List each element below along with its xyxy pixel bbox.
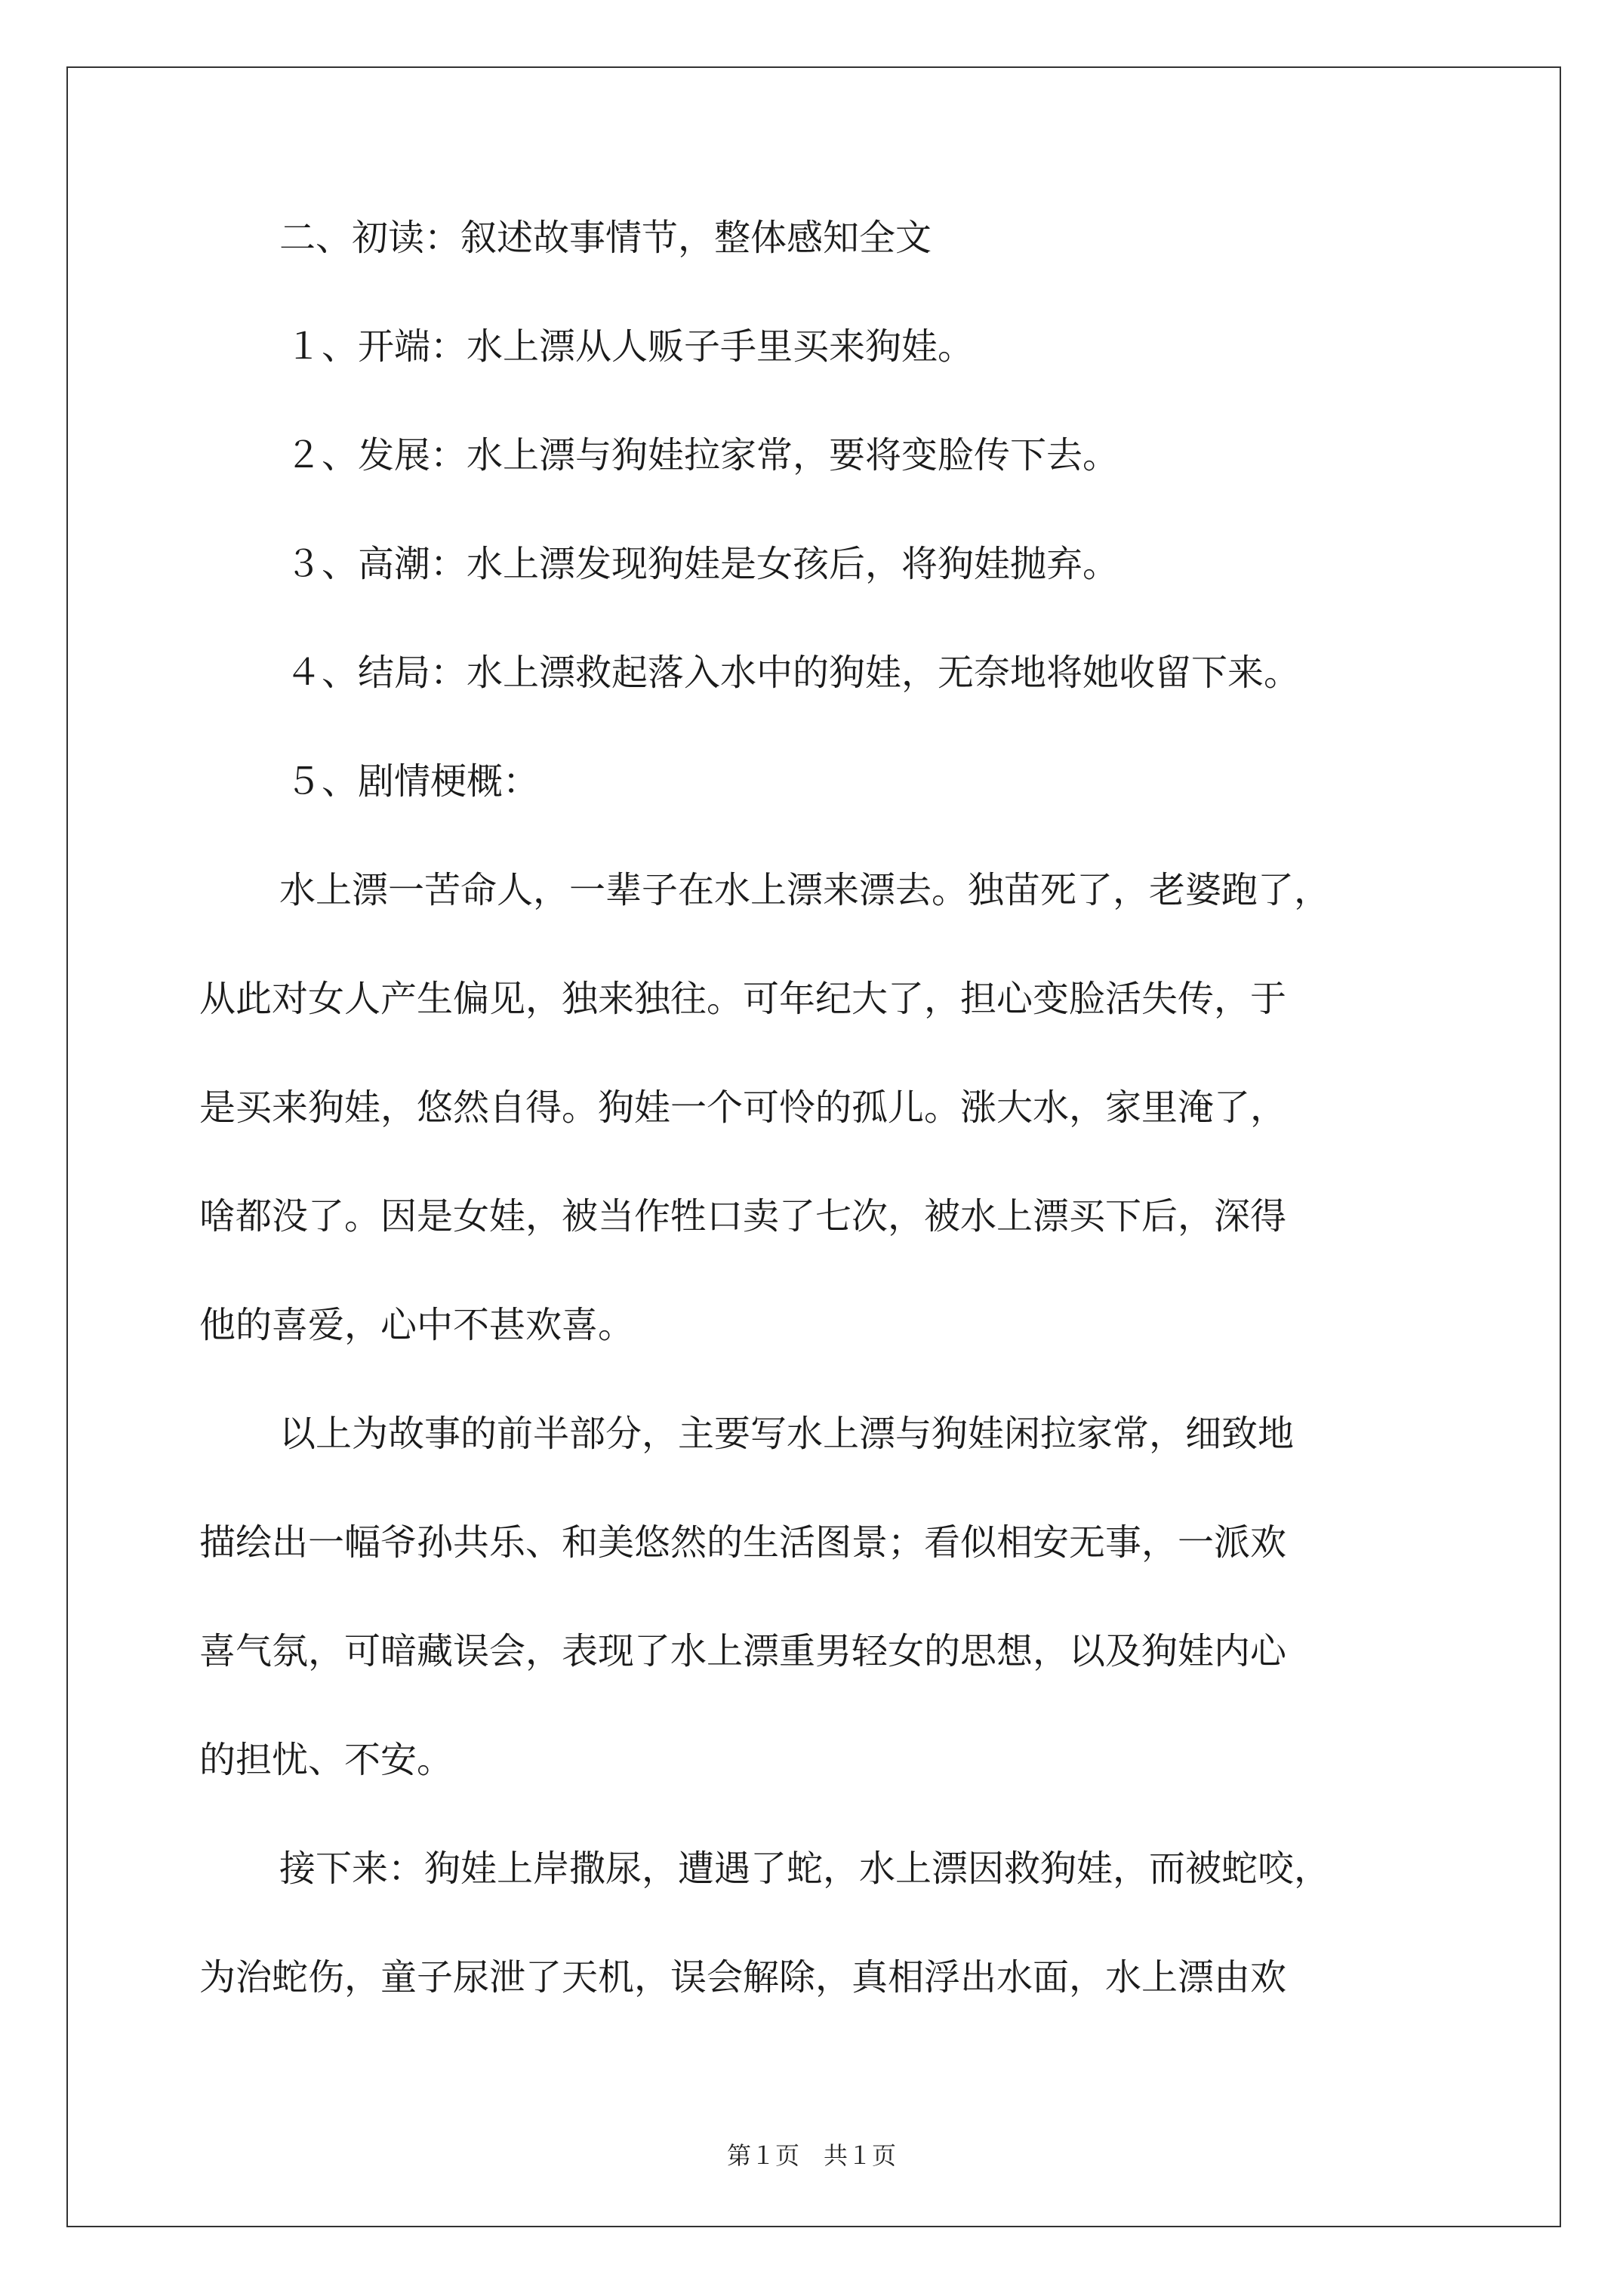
paragraph-1-line-1: 水上漂一苦命人，一辈子在水上漂来漂去。独苗死了，老婆跑了， <box>279 869 1331 911</box>
paragraph-3-line-1: 接下来：狗娃上岸撒尿，遭遇了蛇，水上漂因救狗娃，而被蛇咬， <box>279 1848 1331 1890</box>
paragraph-1-line-4: 啥都没了。因是女娃，被当作牲口卖了七次，被水上漂买下后，深得 <box>199 1195 1287 1237</box>
outline-item-1: １、开端：水上漂从人贩子手里买来狗娃。 <box>285 325 975 368</box>
section-heading: 二、初读：叙述故事情节，整体感知全文 <box>279 217 932 259</box>
paragraph-1-line-2: 从此对女人产生偏见，独来独往。可年纪大了，担心变脸活失传，于 <box>199 978 1287 1020</box>
page-number-footer: 第１页 共１页 <box>726 2141 896 2170</box>
outline-item-3: ３、高潮：水上漂发现狗娃是女孩后，将狗娃抛弃。 <box>285 543 1119 585</box>
paragraph-3-line-2: 为治蛇伤，童子尿泄了天机，误会解除，真相浮出水面，水上漂由欢 <box>199 1956 1287 1999</box>
paragraph-2-line-3: 喜气氛，可暗藏误会，表现了水上漂重男轻女的思想，以及狗娃内心 <box>199 1630 1287 1672</box>
paragraph-2-line-2: 描绘出一幅爷孙共乐、和美悠然的生活图景；看似相安无事，一派欢 <box>199 1521 1287 1564</box>
paragraph-1-line-3: 是买来狗娃，悠然自得。狗娃一个可怜的孤儿。涨大水，家里淹了， <box>199 1086 1287 1129</box>
page-border <box>66 66 1561 2227</box>
paragraph-1-line-5: 他的喜爱，心中不甚欢喜。 <box>199 1304 635 1346</box>
outline-item-4: ４、结局：水上漂救起落入水中的狗娃，无奈地将她收留下来。 <box>285 652 1301 694</box>
outline-item-5: ５、剧情梗概： <box>285 760 540 803</box>
paragraph-2-line-4: 的担忧、不安。 <box>199 1739 454 1781</box>
paragraph-2-line-1: 以上为故事的前半部分，主要写水上漂与狗娃闲拉家常，细致地 <box>279 1413 1295 1455</box>
outline-item-2: ２、发展：水上漂与狗娃拉家常，要将变脸传下去。 <box>285 434 1119 476</box>
